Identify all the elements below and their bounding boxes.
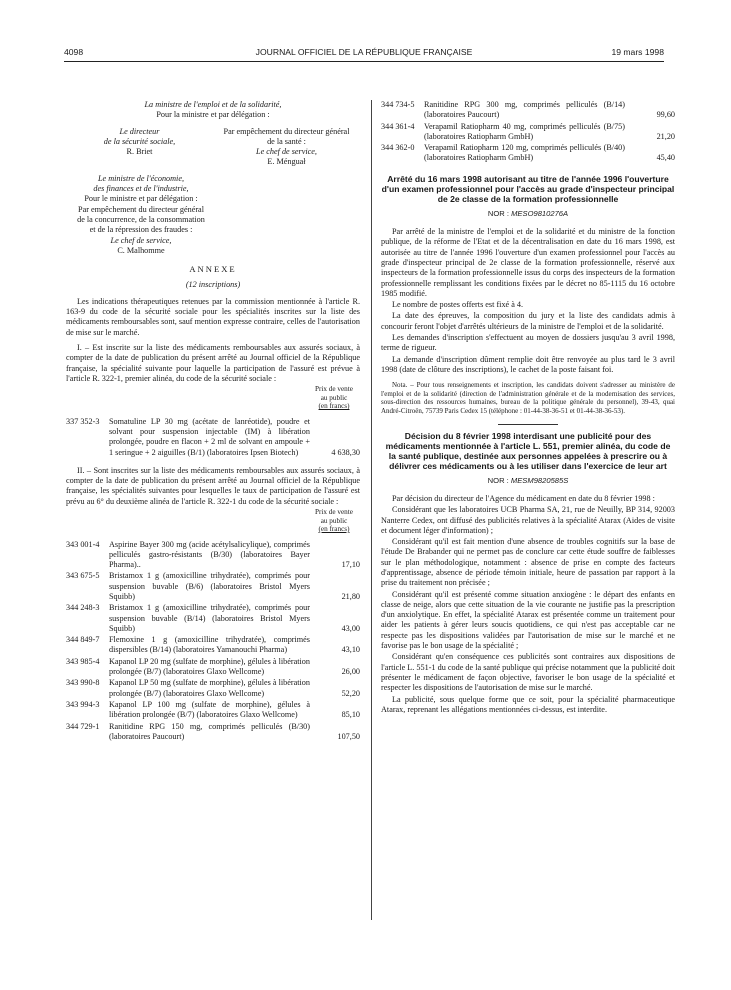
medication-entry	[381, 143, 675, 164]
price-column-header	[308, 385, 360, 411]
medication-description: Bristamox 1 g (amoxicilline trihydratée), comprimés pour suspension buvable (B/6) (laboratoires Bristol Myers Squibb)	[109, 571, 310, 601]
medication-description: Kapanol LP 20 mg (sulfate de morphine), gélules à libération prolongée (B/7) (laboratoires Glaxo Wellcome)	[109, 656, 310, 677]
medication-description: Flemoxine 1 g (amoxicilline trihydratée), comprimés dispersibles (B/14) (laboratoires Yamanouchi Pharma)	[109, 635, 310, 655]
cip-code: 344 849-7	[66, 635, 100, 645]
signature-pair	[66, 127, 360, 168]
arrete-title: Arrêté du 16 mars 1998 autorisant au titre de l'année 1996 l'ouverture d'un examen professionnel pour l'accès au grade d'inspecteur principal de 2e classe de la formation professionnelle	[381, 173, 675, 204]
price-header-line: (en francs)	[318, 525, 350, 533]
cip-code: 344 248-3	[66, 603, 100, 613]
medication-entry	[66, 722, 360, 743]
medication-description: Kapanol LP 50 mg (sulfate de morphine), gélules à libération prolongée (B/7) (laboratoires Glaxo Wellcome)	[109, 678, 310, 698]
decision-title: Décision du 8 février 1998 interdisant une publicité pour des médicaments mentionnée à l'article L. 551, premier alinéa, du code de la santé publique, destinée aux personnes appelées à prescrire ou à délivrer ces médicaments ou à les utiliser dans l'exercice de leur art	[385, 430, 671, 471]
medication-price: 21,80	[341, 591, 360, 601]
cip-code: 344 729-1	[66, 721, 100, 731]
cip-code: 343 990-8	[66, 678, 100, 688]
cip-code: 344 361-4	[381, 121, 415, 131]
annexe-title: ANNEXE	[189, 264, 237, 275]
header-rule	[64, 61, 664, 62]
medication-description: Bristamox 1 g (amoxicilline trihydratée), comprimés pour suspension buvable (B/14) (laboratoires Bristol Myers Squibb)	[109, 603, 310, 633]
signature-role: Pour la ministre et par délégation :	[156, 110, 270, 120]
nor-label: NOR :	[487, 208, 509, 218]
intro-paragraph: Les indications thérapeutiques retenues par la commission mentionnée à l'article R. 163-9 du code de la sécurité sociale pour les spécialités inscrites sur la liste des médicaments remboursables sont, sauf mention expresse contraire, celles de l'autorisation de mise sur le marché.	[66, 296, 360, 337]
signature-role: Par empêchement du directeur général	[223, 126, 350, 136]
signature-role: Le chef de service,	[110, 235, 172, 245]
decision-paragraph: La publicité, sous quelque forme que ce soit, pour la spécialité pharmaceutique Atarax, reprenant les allégations mentionnées ci-dessus, est interdite.	[381, 694, 675, 714]
medication-price: 107,50	[337, 731, 360, 741]
price-header-line: (en francs)	[318, 402, 350, 411]
medication-entry	[66, 657, 360, 678]
medication-description: Ranitidine RPG 300 mg, comprimés pelliculés (B/14) (laboratoires Paucourt)	[424, 100, 625, 120]
medication-list-continued	[381, 100, 675, 164]
signature-role: des finances et de l'industrie,	[93, 184, 189, 194]
arrete-paragraph: La date des épreuves, la composition du jury et la liste des candidats admis à concourir feront l'objet d'arrêtés ultérieurs de la ministre de l'emploi et de la solidarité.	[381, 311, 675, 331]
arrete-paragraph: Par arrêté de la ministre de l'emploi et de la solidarité et du ministre de la fonction publique, de la réforme de l'Etat et de la décentralisation en date du 16 mars 1998, est autorisée au titre de l'année 1996 l'ouverture d'un examen professionnel pour l'accès au grade d'inspecteur principal de 2e classe de la formation professionnelle, réservé aux inspecteurs de la formation professionnelle issus du corps des inspecteurs de la formation professionnelle remplissant les conditions fixées par le décret no 85-1115 du 16 octobre 1985 modifié.	[381, 227, 675, 298]
medication-price: 26,00	[341, 667, 360, 677]
medication-description: Aspirine Bayer 300 mg (acide acétylsalicylique), comprimés pelliculés gastro-résistants (B/30) (laboratoires Bayer Pharma)..	[109, 539, 310, 570]
section-2-paragraph: II. – Sont inscrites sur la liste des médicaments remboursables aux assurés sociaux, à compter de la date de publication du présent arrêté au Journal officiel de la République française, les spécialités suivantes pour lesquelles le taux de participation de l'assuré est prévu au 6° du deuxième alinéa de l'article R. 322-1 du code de la sécurité sociale :	[66, 465, 360, 506]
nor-code: MESO9810276A	[511, 208, 569, 218]
arrete-paragraph: Le nombre de postes offerts est fixé à 4.	[392, 300, 524, 310]
medication-list-i	[66, 417, 360, 458]
medication-price: 99,60	[656, 110, 675, 120]
cip-code: 344 362-0	[381, 143, 415, 153]
medication-entry	[66, 417, 360, 458]
arrete-note: Nota. – Pour tous renseignements et inscription, les candidats doivent s'adresser au ministère de l'emploi et de la solidarité (direction de l'administration générale et de la modernisation des services, sous-direction des ressources humaines, bureau de la politique générale du personnel), 39-43, quai André-Citroën, 75739 Paris Cedex 15 (téléphone : 01-44-38-36-51 et 01-44-38-36-53).	[381, 381, 675, 416]
signature-role: de la sécurité sociale,	[103, 136, 176, 146]
right-column	[381, 100, 675, 716]
page-header	[64, 47, 664, 61]
price-header-line: Prix de vente	[315, 385, 353, 394]
medication-entry	[381, 122, 675, 143]
medication-entry	[66, 700, 360, 721]
cip-code: 343 001-4	[66, 539, 100, 549]
medication-description: Verapamil Ratiopharm 40 mg, comprimés pelliculés (B/75) (laboratoires Ratiopharm GmbH)	[424, 121, 625, 141]
medication-description: Verapamil Ratiopharm 120 mg, comprimés pelliculés (B/40) (laboratoires Ratiopharm GmbH)	[424, 143, 625, 163]
cip-code: 337 352-3	[66, 416, 100, 426]
signature-role: Le ministre de l'économie,	[97, 173, 185, 183]
cip-code: 343 985-4	[66, 656, 100, 666]
medication-description: Kapanol LP 100 mg (sulfate de morphine), gélules à libération prolongée (B/7) (laboratoires Glaxo Wellcome)	[109, 699, 310, 720]
cip-code: 343 994-3	[66, 699, 100, 709]
nor-reference	[381, 476, 675, 486]
medication-price: 45,40	[656, 153, 675, 163]
medication-description: Somatuline LP 30 mg (acétate de lanréotide), poudre et solvant pour suspension injectable (IM) à libération prolongée, poudre en flacon + 2 ml de solvant en ampoule + 1 seringue + 2 aiguilles (B/1) (laboratoires Ipsen Biotech)	[109, 416, 310, 457]
medication-price: 43,00	[341, 623, 360, 633]
medication-description: Ranitidine RPG 150 mg, comprimés pelliculés (B/30) (laboratoires Paucourt)	[109, 721, 310, 741]
nor-code: MESM9820585S	[510, 475, 569, 485]
signatory-name: R. Briet	[126, 147, 153, 157]
signature-role: de la concurrence, de la consommation	[77, 214, 205, 224]
signatory-name: E. Ménguał	[267, 157, 306, 167]
left-column	[66, 100, 360, 743]
signature-role: Le chef de service,	[256, 147, 317, 157]
medication-price: 43,10	[341, 645, 360, 655]
signature-role: Pour le ministre et par délégation :	[84, 194, 198, 204]
medication-price: 85,10	[341, 710, 360, 720]
decision-paragraph: Considérant que les laboratoires UCB Pharma SA, 21, rue de Neuilly, BP 314, 92003 Nanterre Cedex, ont diffusé des publicités relatives à la spécialité Atarax (Aides de visite et document léger d'information) ;	[381, 505, 675, 535]
decision-paragraph: Par décision du directeur de l'Agence du médicament en date du 8 février 1998 :	[392, 493, 655, 503]
signatory-name: C. Malhomme	[117, 245, 165, 255]
cip-code: 344 734-5	[381, 100, 415, 109]
decision-paragraph: Considérant qu'il est présenté comme situation anxiogène : le départ des enfants en classe de neige, alors que cette situation de la vie courante ne justifie pas la prescription d'un anxiolytique. En effet, la spécialité Atarax est présentée comme un traitement pour aider les patients à gérer leurs soucis quotidiens, ce qui n'est pas acceptable car ne respecte pas les dispositions validées par l'autorisation de mise sur le marché et ne favorise pas le bon usage de la spécialité ;	[381, 589, 675, 651]
column-divider	[371, 100, 372, 920]
medication-entry	[66, 540, 360, 571]
nor-label: NOR :	[487, 475, 509, 485]
medication-entry	[66, 635, 360, 656]
medication-price: 17,10	[341, 560, 360, 570]
price-header-line: au public	[320, 393, 348, 402]
medication-price: 52,20	[341, 688, 360, 698]
decision-paragraph: Considérant qu'il est fait mention d'une absence de troubles cognitifs sur la base de l'étude De Brabander qui ne permet pas de conclure car cette étude souffre de faiblesses sur le plan méthodologique, notamment : absence de prise en compte des facteurs d'apprentissage, absence de période témoin initiale, heure de passation par rapport à la prise du traitement non précisée ;	[381, 537, 675, 588]
medication-entry	[66, 603, 360, 634]
price-header-line: Prix de vente	[315, 508, 353, 516]
price-column-header	[308, 508, 360, 534]
cip-code: 343 675-5	[66, 571, 100, 581]
price-header-line: au public	[320, 516, 348, 525]
decision-paragraph: Considérant qu'en conséquence ces publicités sont contraires aux dispositions de l'article L. 551-1 du code de la santé publique qui précise notamment que la publicité doit présenter le médicament de façon objective, favoriser le bon usage de la spécialité et respecter les dispositions de l'autorisation de mise sur le marché.	[381, 652, 675, 693]
section-separator	[498, 424, 558, 425]
page-number: 4098	[64, 47, 84, 57]
signature-role: La ministre de l'emploi et de la solidarité,	[144, 100, 282, 109]
signature-role: de la santé :	[267, 136, 306, 146]
section-1-paragraph: I. – Est inscrite sur la liste des médicaments remboursables aux assurés sociaux, à compter de la date de publication du présent arrêté au Journal officiel de la République française, la spécialité suivante pour laquelle la participation de l'assuré est prévue à l'article R. 322-1, premier alinéa, du code de la sécurité sociale :	[66, 342, 360, 383]
arrete-paragraph: La demande d'inscription dûment remplie doit être renvoyée au plus tard le 3 avril 1998 (date de clôture des inscriptions), le cachet de la poste faisant foi.	[381, 354, 675, 374]
medication-price: 21,20	[656, 131, 675, 141]
nor-reference	[381, 209, 675, 219]
journal-title: JOURNAL OFFICIEL DE LA RÉPUBLIQUE FRANÇAISE	[255, 47, 473, 57]
issue-date: 19 mars 1998	[611, 47, 664, 57]
arrete-paragraph: Les demandes d'inscription s'effectuent au moyen de dossiers jusqu'au 3 avril 1998, terme de rigueur.	[381, 333, 675, 353]
medication-entry	[66, 678, 360, 699]
annexe-subtitle: (12 inscriptions)	[185, 280, 241, 290]
medication-list-ii	[66, 540, 360, 743]
signature-block-2	[66, 174, 216, 256]
signature-role: Par empêchement du directeur général	[78, 204, 204, 214]
medication-entry	[66, 571, 360, 602]
signature-role: Le directeur	[119, 126, 160, 136]
signature-role: et de la répression des fraudes :	[89, 225, 193, 235]
medication-entry	[381, 100, 675, 121]
medication-price: 4 638,30	[331, 447, 360, 457]
